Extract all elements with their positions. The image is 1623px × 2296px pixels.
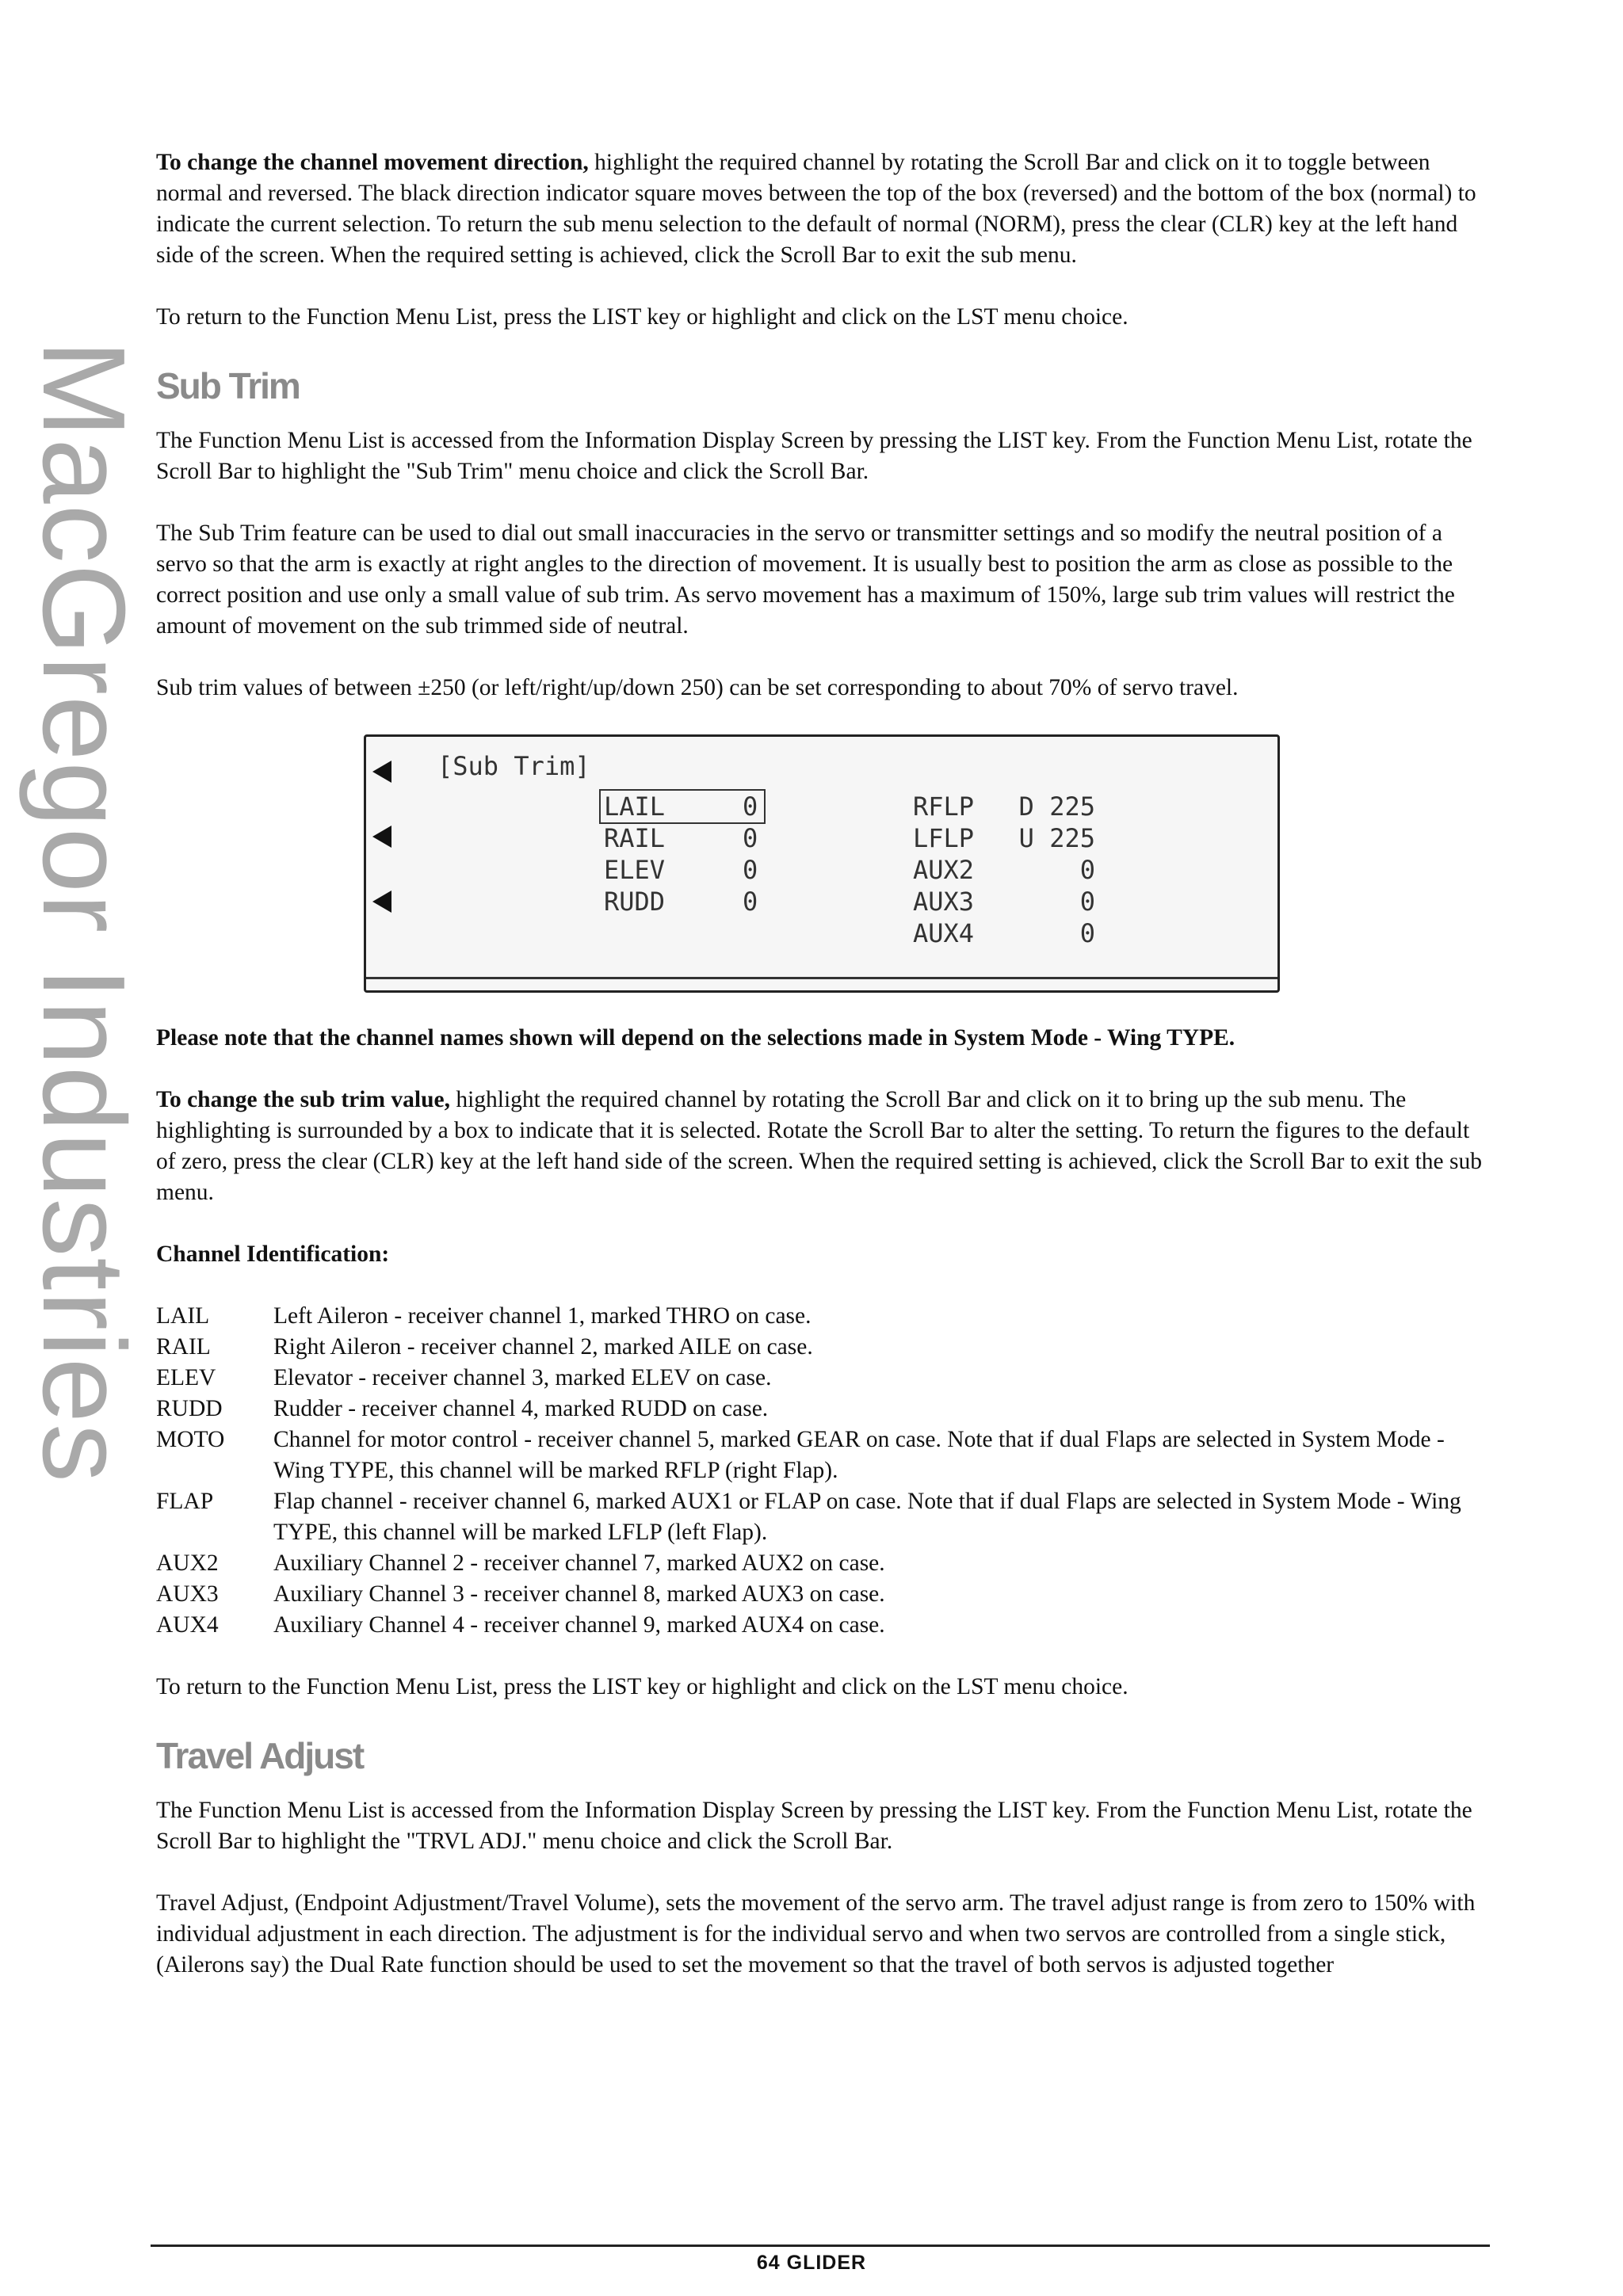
direction-bold-lead: To change the channel movement direction, [156, 150, 589, 175]
return-paragraph: To return to the Function Menu List, press the LIST key or highlight and click on the LST menu choice. [156, 304, 1128, 330]
travel-adjust-access-paragraph: The Function Menu List is accessed from the Information Display Screen by pressing the LIST key. From the Function Menu List, rotate the Scroll Bar to highlight the "TRVL ADJ." menu choice and click the Scroll Bar. [156, 1798, 1472, 1854]
channel-description: Auxiliary Channel 3 - receiver channel 8, marked AUX3 on case. [273, 1581, 885, 1607]
lcd-channel-name-2: ELEV [604, 855, 666, 885]
footer-rule [151, 2245, 1490, 2247]
channel-row [156, 1363, 1487, 1394]
channel-code: ELEV [156, 1365, 216, 1390]
travel-adjust-heading: Travel Adjust [156, 1735, 364, 1776]
change-sub-trim-bold-lead: To change the sub trim value, [156, 1087, 450, 1112]
channel-description: Rudder - receiver channel 4, marked RUDD on case. [273, 1396, 769, 1421]
channel-code: RAIL [156, 1334, 211, 1360]
lcd-channel-name-2: AUX2 [913, 855, 975, 885]
change-sub-trim-text: highlight the required channel by rotating the Scroll Bar and click on it to bring up the sub menu. The highlighting is surrounded by a box to indicate that it is selected. Rotate the Scroll Bar to alter the setting. To return the figures to the default of zero, press the clear (CLR) key at the left hand side of the screen. When the required setting is achieved, click the Scroll Bar to exit the sub menu. [156, 1087, 1483, 1205]
sub-trim-feature-paragraph: The Sub Trim feature can be used to dial out small inaccuracies in the servo or transmitter settings and so modify the neutral position of a servo so that the arm is exactly at right angles to the direction of movement. It is usually best to position the arm as close as possible to the correct position and use only a small value of sub trim. As servo movement has a maximum of 150%, large sub trim values will restrict the amount of movement on the sub trimmed side of neutral. [156, 521, 1455, 639]
sub-trim-heading: Sub Trim [156, 365, 300, 406]
channel-identification-heading [156, 1239, 1487, 1270]
lcd-channel-name-0: LAIL [604, 791, 666, 822]
channel-code: FLAP [156, 1489, 214, 1514]
lcd-right-names [913, 791, 974, 949]
lcd-title: [Sub Trim] [437, 751, 590, 781]
channel-code: LAIL [156, 1303, 210, 1329]
lcd-channel-value-0: 0 [743, 791, 758, 822]
channel-identification-table [156, 1301, 1487, 1641]
lcd-selection-box [599, 789, 766, 824]
lcd-channel-value-1: 0 [743, 823, 758, 853]
channel-code: AUX3 [156, 1581, 219, 1607]
channel-row [156, 1548, 1487, 1579]
lcd-channel-name-1: LFLP [913, 823, 975, 853]
lcd-channel-name-4: AUX4 [913, 918, 975, 948]
lcd-bottom-rule [366, 977, 1277, 979]
lcd-channel-name-3: AUX3 [913, 887, 975, 917]
lcd-channel-value-3: 0 [743, 887, 758, 917]
channel-description: Right Aileron - receiver channel 2, marked AILE on case. [273, 1334, 813, 1360]
lcd-channel-value-1: U 225 [1018, 823, 1095, 853]
lcd-channel-name-3: RUDD [604, 887, 666, 917]
channel-row [156, 1394, 1487, 1425]
channel-description: Channel for motor control - receiver channel 5, marked GEAR on case. Note that if dual Flaps are selected in System Mode - Wing TYPE, this channel will be marked RFLP (right Flap). [273, 1427, 1445, 1483]
page-footer: 64 GLIDER [756, 2252, 867, 2274]
channel-code: AUX2 [156, 1550, 219, 1576]
lcd-channel-value-4: 0 [1079, 918, 1095, 948]
lcd-channel-value-2: 0 [1079, 855, 1095, 885]
channel-row [156, 1301, 1487, 1332]
lcd-channel-name-0: RFLP [913, 791, 975, 822]
channel-names-note [156, 1023, 1487, 1054]
lcd-channel-value-2: 0 [743, 855, 758, 885]
channel-description: Auxiliary Channel 2 - receiver channel 7, marked AUX2 on case. [273, 1550, 885, 1576]
lcd-channel-value-0: D 225 [1018, 791, 1095, 822]
lcd-channel-value-3: 0 [1079, 887, 1095, 917]
lcd-right-values [1000, 791, 1095, 949]
left-arrow-icon [372, 826, 391, 848]
lcd-channel-name-1: RAIL [604, 823, 666, 853]
channel-description: Left Aileron - receiver channel 1, marked THRO on case. [273, 1303, 812, 1329]
sub-trim-lcd-screen [364, 734, 1280, 993]
watermark: MacGregor Industries [18, 340, 149, 1483]
channel-code: RUDD [156, 1396, 223, 1421]
direction-paragraph [156, 147, 1487, 271]
page-content [156, 147, 1487, 2012]
change-sub-trim-paragraph [156, 1085, 1487, 1208]
channel-row [156, 1425, 1487, 1486]
channel-code: MOTO [156, 1427, 225, 1452]
sub-trim-return-paragraph: To return to the Function Menu List, press the LIST key or highlight and click on the LST menu choice. [156, 1674, 1128, 1699]
travel-adjust-description-paragraph: Travel Adjust, (Endpoint Adjustment/Travel Volume), sets the movement of the servo arm. The travel adjust range is from zero to 150% with individual adjustment in each direction. The adjustment is for the individual servo and when two servos are controlled from a single stick, (Ailerons say) the Dual Rate function should be used to set the movement so that the travel of both servos is adjusted together [156, 1890, 1476, 1978]
channel-row [156, 1610, 1487, 1641]
sub-trim-access-paragraph: The Function Menu List is accessed from the Information Display Screen by pressing the LIST key. From the Function Menu List, rotate the Scroll Bar to highlight the "Sub Trim" menu choice and click the Scroll Bar. [156, 428, 1472, 484]
channel-row [156, 1486, 1487, 1548]
sub-trim-range-paragraph: Sub trim values of between ±250 (or left/right/up/down 250) can be set corresponding to about 70% of servo travel. [156, 675, 1239, 700]
channel-row [156, 1579, 1487, 1610]
left-arrow-icon [372, 891, 391, 913]
channel-description: Auxiliary Channel 4 - receiver channel 9, marked AUX4 on case. [273, 1612, 885, 1638]
channel-identification-label: Channel Identification: [156, 1241, 390, 1267]
channel-names-note-text: Please note that the channel names shown will depend on the selections made in System Mode - Wing TYPE. [156, 1025, 1235, 1051]
left-arrow-icon [372, 761, 391, 783]
direction-text: highlight the required channel by rotating the Scroll Bar and click on it to toggle between normal and reversed. The black direction indicator square moves between the top of the box (reversed) and the bottom of the box (normal) to indicate the current selection. To return the sub menu selection to the default of normal (NORM), press the clear (CLR) key at the left hand side of the screen. When the required setting is achieved, click the Scroll Bar to exit the sub menu. [156, 150, 1476, 268]
channel-row [156, 1332, 1487, 1363]
channel-description: Flap channel - receiver channel 6, marked AUX1 or FLAP on case. Note that if dual Flaps are selected in System Mode - Wing TYPE, this channel will be marked LFLP (left Flap). [273, 1489, 1461, 1545]
channel-description: Elevator - receiver channel 3, marked ELEV on case. [273, 1365, 772, 1390]
channel-code: AUX4 [156, 1612, 219, 1638]
